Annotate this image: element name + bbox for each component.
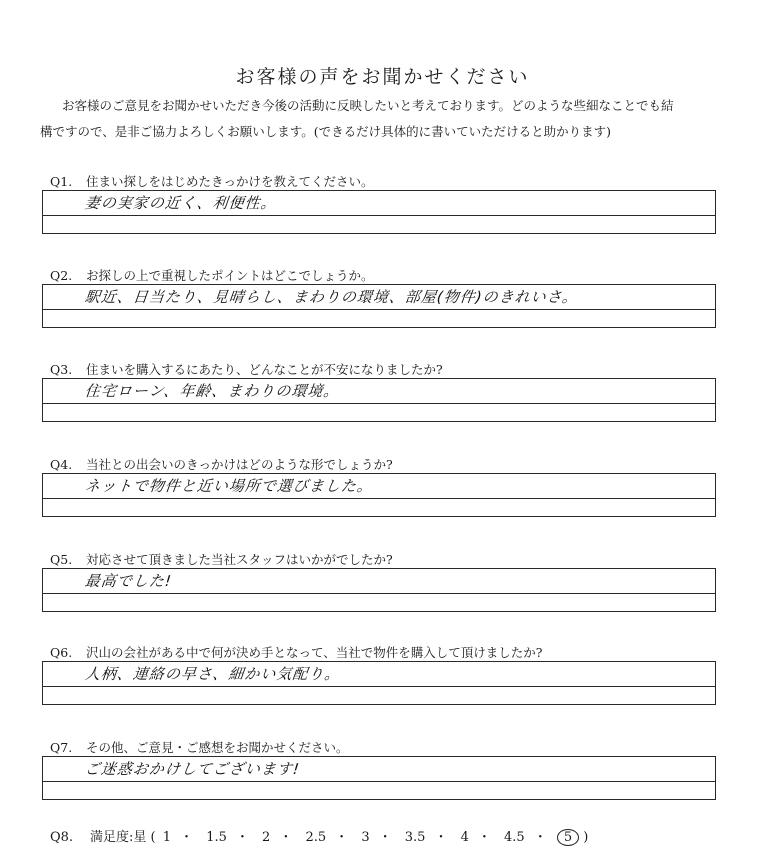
rating-separator: ・ <box>434 830 448 845</box>
rating-separator: ・ <box>378 830 392 845</box>
rating-option[interactable]: 4.5 <box>504 830 525 845</box>
answer-box <box>42 190 716 234</box>
rating-option[interactable]: 2.5 <box>305 830 327 845</box>
answer-line <box>43 215 715 216</box>
intro-line-2: 構ですので、是非ご協力よろしくお願いします。(できるだけ具体的に書いていただけると助かります) <box>40 124 612 139</box>
rating-option[interactable]: 3 <box>361 830 370 845</box>
question-number: Q5. <box>50 552 73 567</box>
question-number: Q7. <box>50 740 73 755</box>
rating-option[interactable]: 4 <box>460 830 469 845</box>
answer-box <box>42 473 716 517</box>
rating-option-selected[interactable]: 5 <box>557 829 579 846</box>
answer-line <box>43 593 715 594</box>
handwritten-answer: 人柄、連絡の早さ、細かい気配り。 <box>84 665 342 683</box>
rating-option[interactable]: 2 <box>262 830 271 845</box>
answer-line <box>43 309 715 310</box>
answer-box <box>42 378 716 422</box>
rating-separator: ・ <box>235 830 249 845</box>
rating-separator: ・ <box>533 830 547 845</box>
question-number: Q4. <box>50 457 73 472</box>
answer-line <box>43 781 715 782</box>
question-text: 当社との出会いのきっかけはどのような形でしょうか? <box>86 457 393 472</box>
handwritten-answer: ご迷惑おかけしてございます! <box>84 760 301 778</box>
handwritten-answer: 妻の実家の近く、利便性。 <box>84 194 278 212</box>
question-text: 住まい探しをはじめたきっかけを教えてください。 <box>86 174 374 189</box>
rating-label: 満足度:星 <box>90 830 147 845</box>
question-number: Q2. <box>50 268 73 283</box>
answer-box <box>42 568 716 612</box>
answer-line <box>43 498 715 499</box>
satisfaction-rating <box>50 826 588 846</box>
answer-box <box>42 284 716 328</box>
answer-box <box>42 661 716 705</box>
answer-line <box>43 403 715 404</box>
rating-open-paren: ( <box>150 830 156 845</box>
answer-line <box>43 686 715 687</box>
question-number: Q3. <box>50 362 73 377</box>
rating-separator: ・ <box>180 830 194 845</box>
question-number: Q6. <box>50 645 73 660</box>
question-text: 対応させて頂きました当社スタッフはいかがでしたか? <box>86 552 393 567</box>
rating-option[interactable]: 3.5 <box>404 830 426 845</box>
handwritten-answer: ネットで物件と近い場所で選びました。 <box>84 477 374 495</box>
intro-line-1: お客様のご意見をお聞かせいただき今後の活動に反映したいと考えております。どのような些細なことでも結 <box>62 98 674 113</box>
question-text: 沢山の会社がある中で何が決め手となって、当社で物件を購入して頂けましたか? <box>86 645 543 660</box>
handwritten-answer: 最高でした! <box>84 572 173 590</box>
question-text: お探しの上で重視したポイントはどこでしょうか。 <box>86 268 374 283</box>
rating-separator: ・ <box>477 830 491 845</box>
question-number: Q1. <box>50 174 73 189</box>
rating-close-paren: ) <box>583 830 589 845</box>
rating-option[interactable]: 1.5 <box>206 830 227 845</box>
question-number: Q8. <box>50 830 74 845</box>
handwritten-answer: 駅近、日当たり、見晴らし、まわりの環境、部屋(物件)のきれいさ。 <box>84 288 580 306</box>
rating-separator: ・ <box>279 830 293 845</box>
handwritten-answer: 住宅ローン、年齢、まわりの環境。 <box>84 382 341 400</box>
rating-separator: ・ <box>335 830 349 845</box>
survey-title: お客様の声をお聞かせください <box>235 66 530 88</box>
question-text: その他、ご意見・ご感想をお聞かせください。 <box>86 740 349 755</box>
question-text: 住まいを購入するにあたり、どんなことが不安になりましたか? <box>86 362 443 377</box>
rating-option[interactable]: 1 <box>162 830 172 845</box>
answer-box <box>42 756 716 800</box>
